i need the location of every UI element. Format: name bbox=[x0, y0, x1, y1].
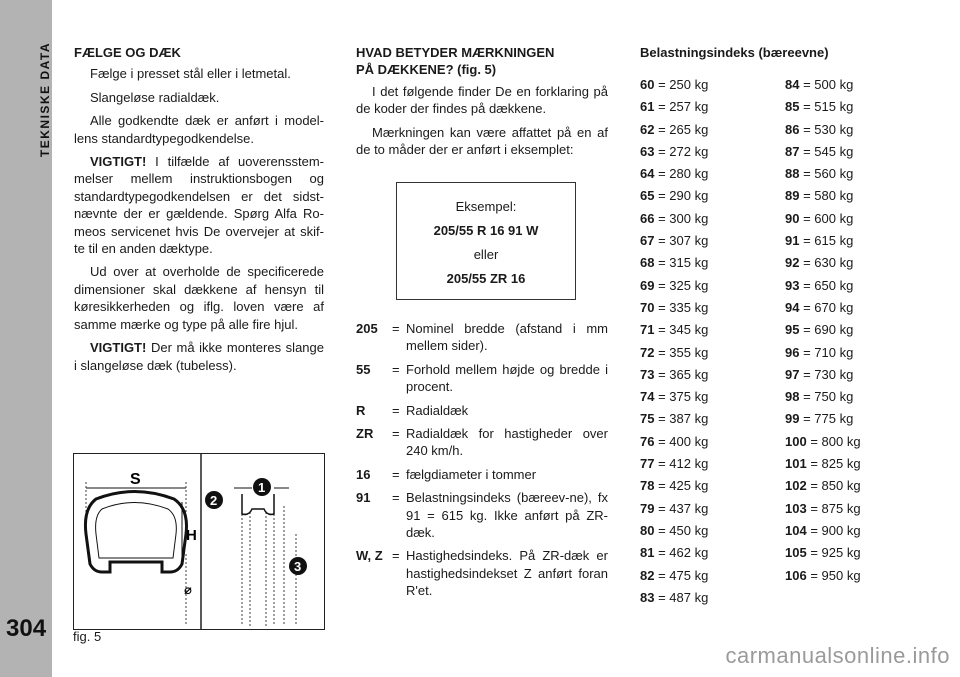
load-index-row bbox=[640, 544, 780, 566]
def-code: 16 bbox=[356, 466, 371, 482]
callout-2 bbox=[205, 491, 223, 509]
load-index-row bbox=[785, 344, 925, 366]
load-index-column-left bbox=[640, 76, 780, 611]
definitions-list bbox=[356, 320, 608, 606]
example-code-1: 205/55 R 16 91 W bbox=[433, 223, 539, 238]
load-index-value: = 800 kg bbox=[806, 433, 861, 449]
load-index-number: 105 bbox=[785, 545, 807, 561]
load-index-row bbox=[640, 522, 780, 544]
sidebar bbox=[0, 0, 52, 677]
load-index-value: = 545 kg bbox=[799, 143, 854, 159]
load-index-row bbox=[640, 76, 780, 98]
column-tyre-marking bbox=[356, 44, 608, 164]
load-index-row bbox=[785, 321, 925, 343]
load-index-row bbox=[640, 143, 780, 165]
tyre-outline bbox=[85, 492, 186, 573]
load-index-row bbox=[785, 98, 925, 120]
load-index-value: = 345 kg bbox=[654, 322, 709, 338]
load-index-number: 76 bbox=[640, 433, 655, 449]
load-index-value: = 400 kg bbox=[654, 433, 709, 449]
heading-line: HVAD BETYDER MÆRKNINGEN bbox=[356, 45, 555, 60]
load-index-row bbox=[640, 232, 780, 254]
definition-row bbox=[356, 466, 608, 483]
load-index-row bbox=[640, 187, 780, 209]
load-index-value: = 925 kg bbox=[806, 545, 861, 561]
def-desc: fælgdiameter i tommer bbox=[406, 466, 537, 482]
load-index-number: 87 bbox=[785, 143, 800, 159]
load-index-number: 66 bbox=[640, 210, 655, 226]
load-index-value: = 325 kg bbox=[654, 277, 709, 293]
load-index-value: = 730 kg bbox=[799, 366, 854, 382]
load-index-row bbox=[785, 477, 925, 499]
def-code: 55 bbox=[356, 361, 371, 377]
load-index-value: = 375 kg bbox=[654, 389, 709, 405]
load-index-number: 74 bbox=[640, 389, 655, 405]
load-index-number: 101 bbox=[785, 456, 807, 472]
warning-label: VIGTIGT! bbox=[90, 154, 147, 170]
load-index-row bbox=[640, 121, 780, 143]
example-box bbox=[396, 182, 576, 300]
rim-guides bbox=[242, 506, 296, 626]
load-index-row bbox=[640, 433, 780, 455]
load-index-number: 91 bbox=[785, 233, 800, 249]
load-index-number: 70 bbox=[640, 299, 655, 315]
paragraph: I det følgende finder De en forklaring på de koder der findes på dækkene. bbox=[356, 83, 608, 117]
load-index-value: = 515 kg bbox=[799, 99, 854, 115]
load-index-value: = 462 kg bbox=[654, 545, 709, 561]
load-index-value: = 775 kg bbox=[799, 411, 854, 427]
load-index-value: = 365 kg bbox=[654, 366, 709, 382]
load-index-value: = 272 kg bbox=[654, 143, 709, 159]
load-index-value: = 315 kg bbox=[654, 255, 709, 271]
load-index-number: 88 bbox=[785, 166, 800, 182]
load-index-number: 82 bbox=[640, 567, 655, 583]
load-index-row bbox=[785, 433, 925, 455]
def-code: 205 bbox=[356, 321, 378, 336]
heading-tyre-marking bbox=[356, 44, 608, 79]
load-index-value: = 387 kg bbox=[654, 411, 709, 427]
def-eq: = bbox=[392, 490, 400, 506]
example-code-2: 205/55 ZR 16 bbox=[446, 271, 526, 286]
load-index-number: 86 bbox=[785, 121, 800, 137]
load-index-value: = 850 kg bbox=[806, 478, 861, 494]
load-index-number: 65 bbox=[640, 188, 655, 204]
def-desc: Radialdæk bbox=[406, 402, 469, 418]
def-code: ZR bbox=[356, 426, 374, 442]
definition-row bbox=[356, 489, 608, 541]
load-index-value: = 615 kg bbox=[799, 233, 854, 249]
load-index-value: = 300 kg bbox=[654, 210, 709, 226]
load-index-number: 98 bbox=[785, 389, 800, 405]
def-desc: Radialdæk for hastigheder over 240 km/h. bbox=[406, 426, 608, 459]
load-index-number: 61 bbox=[640, 99, 655, 115]
load-index-row bbox=[785, 143, 925, 165]
load-index-value: = 265 kg bbox=[654, 121, 709, 137]
load-index-number: 95 bbox=[785, 322, 800, 338]
paragraph: Fælge i presset stål eller i letmetal. bbox=[90, 66, 291, 82]
load-index-value: = 650 kg bbox=[799, 277, 854, 293]
load-index-row bbox=[640, 477, 780, 499]
load-index-row bbox=[640, 277, 780, 299]
warning-label: VIGTIGT! bbox=[90, 340, 147, 356]
load-index-number: 81 bbox=[640, 545, 655, 561]
load-index-row bbox=[785, 277, 925, 299]
example-label: Eksempel: bbox=[455, 199, 517, 214]
paragraph: Ud over at overholde de specificerede dimensioner skal dækkene af hensyn til køresikkerheden og iflg. loven være af samme mærke og type på alle fire hjul. bbox=[74, 264, 324, 332]
load-index-value: = 450 kg bbox=[654, 522, 709, 538]
load-index-number: 84 bbox=[785, 77, 800, 92]
load-index-value: = 487 kg bbox=[654, 589, 709, 605]
warning-text: Der må ikke monteres slange i slangeløse dæk (tubeless). bbox=[74, 340, 324, 373]
load-index-number: 71 bbox=[640, 322, 655, 338]
def-code: 91 bbox=[356, 490, 371, 506]
tyre-cross-section-diagram bbox=[74, 454, 324, 629]
load-index-value: = 280 kg bbox=[654, 166, 709, 182]
def-eq: = bbox=[392, 466, 400, 482]
column-rims-tyres bbox=[74, 44, 324, 380]
label-h: H bbox=[186, 527, 197, 544]
load-index-value: = 630 kg bbox=[799, 255, 854, 271]
load-index-number: 79 bbox=[640, 500, 655, 516]
load-index-value: = 530 kg bbox=[799, 121, 854, 137]
def-desc: Belastningsindeks (bæreev-ne), fx 91 = 615 kg. Ikke anført på ZR-dæk. bbox=[406, 490, 608, 541]
load-index-value: = 290 kg bbox=[654, 188, 709, 204]
def-code: W, Z bbox=[356, 548, 383, 564]
load-index-value: = 900 kg bbox=[806, 522, 861, 538]
load-index-row bbox=[785, 121, 925, 143]
load-index-row bbox=[785, 254, 925, 276]
paragraph: Mærkningen kan være affattet på en af de to måder der er anført i eksemplet: bbox=[356, 124, 608, 158]
section-label: TEKNISKE DATA bbox=[38, 42, 52, 158]
load-index-value: = 560 kg bbox=[799, 166, 854, 182]
figure-5-frame bbox=[73, 453, 325, 630]
warning-paragraph bbox=[74, 153, 324, 257]
load-index-value: = 500 kg bbox=[799, 77, 854, 92]
load-index-number: 103 bbox=[785, 500, 807, 516]
load-index-value: = 257 kg bbox=[654, 99, 709, 115]
load-index-number: 69 bbox=[640, 277, 655, 293]
load-index-number: 63 bbox=[640, 143, 655, 159]
load-index-value: = 307 kg bbox=[654, 233, 709, 249]
heading-rims-tyres: FÆLGE OG DÆK bbox=[74, 45, 181, 60]
load-index-row bbox=[640, 589, 780, 611]
callout-1-label: 1 bbox=[258, 480, 266, 495]
watermark: carmanualsonline.info bbox=[725, 643, 950, 668]
page-number: 304 bbox=[6, 615, 47, 642]
load-index-number: 68 bbox=[640, 255, 655, 271]
load-index-row bbox=[785, 410, 925, 432]
load-index-number: 75 bbox=[640, 411, 655, 427]
load-index-number: 60 bbox=[640, 77, 655, 92]
load-index-number: 93 bbox=[785, 277, 800, 293]
heading-load-index: Belastningsindeks (bæreevne) bbox=[640, 45, 829, 60]
label-s: S bbox=[130, 471, 141, 488]
load-index-number: 73 bbox=[640, 366, 655, 382]
load-index-row bbox=[640, 344, 780, 366]
load-index-value: = 825 kg bbox=[806, 456, 861, 472]
load-index-value: = 335 kg bbox=[654, 299, 709, 315]
label-diameter: ⌀ bbox=[184, 583, 192, 598]
load-index-number: 78 bbox=[640, 478, 655, 494]
load-index-row bbox=[640, 210, 780, 232]
load-index-number: 72 bbox=[640, 344, 655, 360]
def-eq: = bbox=[392, 361, 400, 377]
column-load-index bbox=[640, 44, 940, 65]
paragraph: Slangeløse radialdæk. bbox=[90, 89, 220, 105]
callout-1 bbox=[253, 478, 271, 496]
load-index-value: = 412 kg bbox=[654, 456, 709, 472]
warning-text: I tilfælde af uoverensstem-melser mellem instruktionsbogen og standardtypegodkendelsen er det sidst-nævnte der er gældende. Spørg Alfa Ro-meos servicenet hvis De overvejer at skif-te til en anden dæktype. bbox=[74, 154, 324, 257]
load-index-row bbox=[640, 410, 780, 432]
load-index-row bbox=[785, 232, 925, 254]
load-index-row bbox=[785, 165, 925, 187]
load-index-number: 104 bbox=[785, 522, 807, 538]
def-eq: = bbox=[392, 426, 400, 442]
load-index-value: = 437 kg bbox=[654, 500, 709, 516]
callout-3-label: 3 bbox=[294, 559, 302, 574]
load-index-row bbox=[785, 500, 925, 522]
load-index-number: 97 bbox=[785, 366, 800, 382]
load-index-row bbox=[785, 567, 925, 589]
load-index-number: 85 bbox=[785, 99, 800, 115]
load-index-value: = 250 kg bbox=[654, 77, 709, 92]
load-index-row bbox=[785, 522, 925, 544]
load-index-row bbox=[640, 98, 780, 120]
def-code: R bbox=[356, 402, 366, 418]
definition-row bbox=[356, 425, 608, 460]
warning-paragraph bbox=[74, 339, 324, 374]
def-desc: Nominel bredde (afstand i mm mellem sider). bbox=[406, 321, 608, 354]
load-index-row bbox=[640, 500, 780, 522]
load-index-number: 67 bbox=[640, 233, 655, 249]
def-eq: = bbox=[392, 548, 400, 564]
load-index-row bbox=[785, 187, 925, 209]
load-index-value: = 600 kg bbox=[799, 210, 854, 226]
load-index-row bbox=[785, 388, 925, 410]
load-index-value: = 355 kg bbox=[654, 344, 709, 360]
load-index-number: 89 bbox=[785, 188, 800, 204]
load-index-number: 62 bbox=[640, 121, 655, 137]
load-index-row bbox=[640, 455, 780, 477]
load-index-row bbox=[785, 544, 925, 566]
load-index-row bbox=[785, 76, 925, 98]
load-index-value: = 670 kg bbox=[799, 299, 854, 315]
load-index-row bbox=[640, 388, 780, 410]
tyre-inner-outline bbox=[96, 503, 177, 559]
load-index-number: 64 bbox=[640, 166, 655, 182]
load-index-value: = 425 kg bbox=[654, 478, 709, 494]
load-index-row bbox=[785, 210, 925, 232]
load-index-value: = 750 kg bbox=[799, 389, 854, 405]
load-index-value: = 690 kg bbox=[799, 322, 854, 338]
load-index-row bbox=[640, 567, 780, 589]
load-index-value: = 710 kg bbox=[799, 344, 854, 360]
load-index-row bbox=[785, 455, 925, 477]
figure-caption: fig. 5 bbox=[73, 629, 102, 644]
def-eq: = bbox=[392, 321, 400, 336]
load-index-number: 94 bbox=[785, 299, 800, 315]
load-index-row bbox=[785, 366, 925, 388]
load-index-number: 77 bbox=[640, 456, 655, 472]
callout-2-label: 2 bbox=[210, 493, 218, 508]
example-or: eller bbox=[473, 247, 499, 262]
load-index-value: = 475 kg bbox=[654, 567, 709, 583]
load-index-number: 92 bbox=[785, 255, 800, 271]
load-index-row bbox=[640, 299, 780, 321]
load-index-row bbox=[640, 321, 780, 343]
load-index-number: 90 bbox=[785, 210, 800, 226]
load-index-number: 106 bbox=[785, 567, 807, 583]
load-index-value: = 580 kg bbox=[799, 188, 854, 204]
load-index-number: 83 bbox=[640, 589, 655, 605]
definition-row bbox=[356, 320, 608, 355]
load-index-column-right bbox=[785, 76, 925, 589]
paragraph: Alle godkendte dæk er anført i model-lens standardtypegodkendelse. bbox=[74, 113, 324, 146]
load-index-number: 96 bbox=[785, 344, 800, 360]
load-index-value: = 875 kg bbox=[806, 500, 861, 516]
rim-profile bbox=[242, 494, 274, 514]
definition-row bbox=[356, 402, 608, 419]
heading-line: PÅ DÆKKENE? (fig. 5) bbox=[356, 62, 497, 78]
callout-3 bbox=[289, 557, 307, 575]
definition-row bbox=[356, 547, 608, 599]
def-eq: = bbox=[392, 402, 400, 418]
load-index-number: 99 bbox=[785, 411, 800, 427]
load-index-row bbox=[785, 299, 925, 321]
load-index-value: = 950 kg bbox=[806, 567, 861, 583]
load-index-number: 100 bbox=[785, 433, 807, 449]
load-index-row bbox=[640, 254, 780, 276]
load-index-row bbox=[640, 366, 780, 388]
def-desc: Hastighedsindeks. På ZR-dæk er hastighedsindekset Z anført foran R'et. bbox=[406, 548, 608, 599]
load-index-row bbox=[640, 165, 780, 187]
load-index-number: 102 bbox=[785, 478, 807, 494]
load-index-number: 80 bbox=[640, 522, 655, 538]
def-desc: Forhold mellem højde og bredde i procent. bbox=[406, 361, 608, 395]
definition-row bbox=[356, 361, 608, 396]
